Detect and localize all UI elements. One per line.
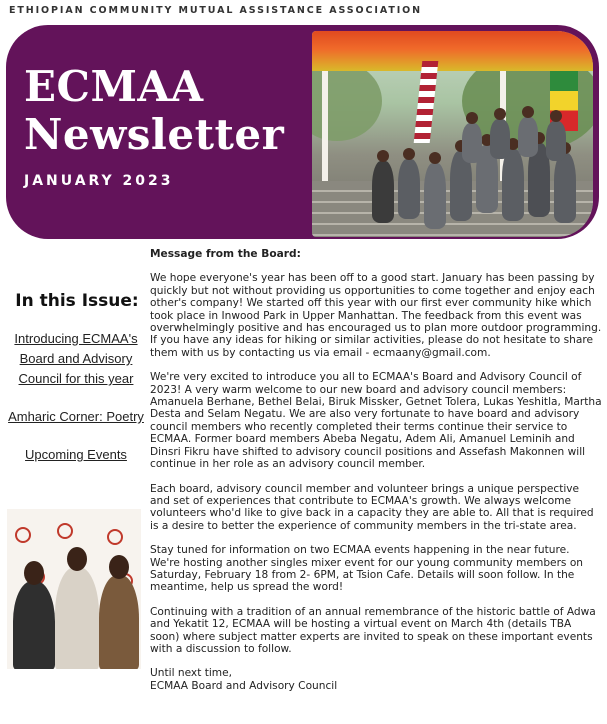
newsletter-title — [24, 63, 284, 159]
paragraph-upcoming-events: Stay tuned for information on two ECMAA events happening in the near future. We're hosting another singles mixer event for our young community members on Saturday, February 18 from 2- 6PM, at Tsion Cafe. Details will soon follow. In the meantime, help us spread the word! — [150, 544, 584, 594]
org-name: ETHIOPIAN COMMUNITY MUTUAL ASSISTANCE ASSOCIATION — [9, 5, 422, 16]
link-board-advisory-council[interactable]: Introducing ECMAA's Board and Advisory Council for this year — [14, 331, 138, 386]
paragraph-adwa: Continuing with a tradition of an annual remembrance of the historic battle of Adwa and Yekatit 12, ECMAA will be hosting a virtual event on March 4th (details TBA soon) where subject matter experts are invited to speak on these important events with a discussion to follow. — [150, 605, 596, 655]
in-this-issue-sidebar — [6, 291, 146, 483]
message-title: Message from the Board: — [150, 248, 301, 260]
closing-line-1: Until next time, — [150, 667, 233, 680]
title-line-newsletter: Newsletter — [24, 110, 285, 159]
newsletter-banner — [6, 25, 599, 239]
in-this-issue-heading: In this Issue: — [15, 291, 139, 311]
event-photo — [7, 509, 141, 669]
us-flag — [414, 61, 439, 143]
link-amharic-corner[interactable]: Amharic Corner: Poetry — [8, 409, 144, 424]
paragraph-intro: We hope everyone's year has been off to a good start. January has been passing by quickly but not without providing us opportunities to come together and enjoy each other's company! We started off this year with our first ever community hike which took place in Inwood Park in Upper Manhattan. The feedback from this event was overwhelmingly positive and has encouraged us to plan more outdoor programming. If you have any ideas for hiking or similar activities, please do not hesitate to share them with us by contacting us via email - ecmaany@gmail.com. — [150, 272, 602, 359]
group-photo — [312, 31, 593, 237]
link-upcoming-events[interactable]: Upcoming Events — [25, 447, 127, 462]
paragraph-volunteers: Each board, advisory council member and volunteer brings a unique perspective and set of experiences that contribute to ECMAA's growth. We always welcome volunteers who'd like to give back in a capacity they are able to. All that is required is a desire to better the experience of community members in the tri-state area. — [150, 482, 594, 532]
paragraph-board-intro: We're very excited to introduce you all to ECMAA's Board and Advisory Council of 2023! A very warm welcome to our new board and advisory council members: Amanuela Berhane, Bethel Belai, Biruk Missker, Getnet Tolera, Lukas Yeshitla, Martha Desta and Selam Negatu. We are also very fortunate to have board and advisory council members who recently completed their terms continue their service to ECMAA. Former board members Abeba Negatu, Adem Ali, Amanuel Leminih and Dinsri Fikru have shifted to advisory council positions and Assefash Makonnen will continue in her role as an advisory council member. — [150, 371, 602, 471]
closing-signature: ECMAA Board and Advisory Council — [150, 679, 338, 692]
issue-date: JANUARY 2023 — [24, 173, 174, 189]
board-message — [150, 248, 602, 692]
title-line-ecmaa: ECMAA — [24, 62, 204, 111]
